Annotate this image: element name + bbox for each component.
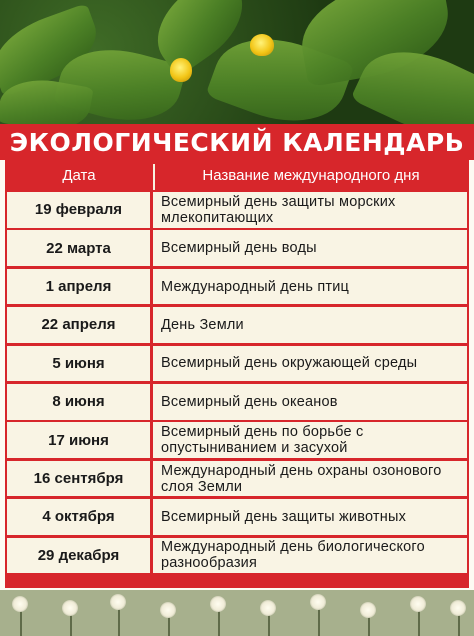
table-row: [7, 230, 467, 266]
stem-shape: [20, 608, 22, 636]
table-row: [7, 346, 467, 382]
white-flower-icon: [12, 596, 28, 612]
table-row: [7, 538, 467, 574]
white-flower-icon: [410, 596, 426, 612]
row-name: Международный день биологического разнообразия: [153, 538, 467, 574]
row-name: Международный день птиц: [153, 269, 467, 305]
table-row: [7, 384, 467, 420]
row-date: 19 февраля: [7, 192, 150, 228]
row-date: 8 июня: [7, 384, 150, 420]
table-row: [7, 422, 467, 458]
header-name: Название международного дня: [202, 166, 420, 184]
row-name: Международный день охраны озонового слоя Земли: [153, 461, 467, 497]
white-flower-icon: [210, 596, 226, 612]
row-date: 22 апреля: [7, 307, 150, 343]
white-flower-icon: [360, 602, 376, 618]
table-header: [5, 160, 469, 190]
row-date: 5 июня: [7, 346, 150, 382]
row-date: 4 октября: [7, 499, 150, 535]
row-date: 29 декабря: [7, 538, 150, 574]
table-rows: [7, 192, 467, 573]
white-flower-icon: [310, 594, 326, 610]
row-name: Всемирный день окружающей среды: [153, 346, 467, 382]
white-flower-icon: [160, 602, 176, 618]
white-flower-icon: [450, 600, 466, 616]
row-date: 22 марта: [7, 230, 150, 266]
white-flower-icon: [110, 594, 126, 610]
row-name: Всемирный день воды: [153, 230, 467, 266]
plants-photo: [0, 0, 474, 124]
stem-shape: [118, 606, 120, 636]
row-name: Всемирный день защиты животных: [153, 499, 467, 535]
flower-border: [0, 590, 474, 636]
header-divider: [153, 164, 155, 190]
white-flower-icon: [62, 600, 78, 616]
row-date: 17 июня: [7, 422, 150, 458]
table-row: [7, 192, 467, 228]
table-row: [7, 499, 467, 535]
table-row: [7, 461, 467, 497]
orchid-flower-icon: [170, 58, 192, 82]
stem-shape: [218, 608, 220, 636]
header-date: Дата: [62, 166, 96, 184]
row-date: 16 сентября: [7, 461, 150, 497]
table-row: [7, 307, 467, 343]
stem-shape: [418, 608, 420, 636]
page-title: ЭКОЛОГИЧЕСКИЙ КАЛЕНДАРЬ: [9, 127, 465, 157]
row-name: Всемирный день по борьбе с опустыниванием и засухой: [153, 422, 467, 458]
title-band: [0, 124, 474, 160]
row-date: 1 апреля: [7, 269, 150, 305]
orchid-flower-icon: [250, 34, 274, 56]
calendar-table: [5, 160, 469, 588]
row-name: Всемирный день океанов: [153, 384, 467, 420]
row-name: Всемирный день защиты морских млекопитающих: [153, 192, 467, 228]
table-row: [7, 269, 467, 305]
stem-shape: [318, 606, 320, 636]
white-flower-icon: [260, 600, 276, 616]
row-name: День Земли: [153, 307, 467, 343]
